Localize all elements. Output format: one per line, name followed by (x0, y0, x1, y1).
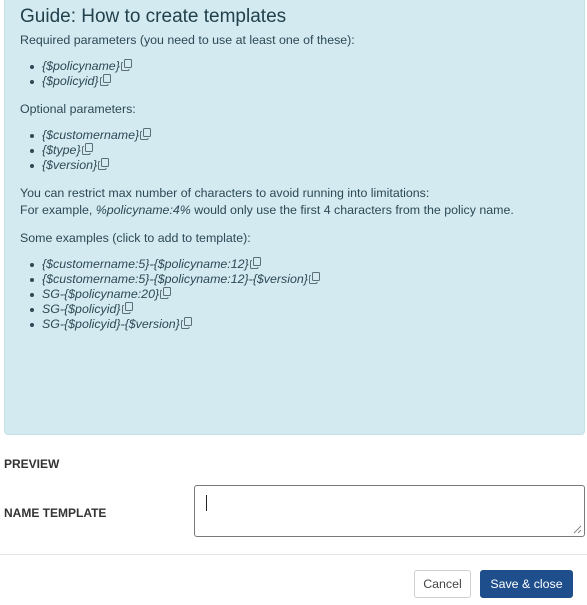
param-text: {$policyname} (42, 59, 120, 73)
restrict-chars-text: You can restrict max number of characters to avoid running into limitations: (20, 186, 430, 200)
save-close-button[interactable]: Save & close (480, 570, 573, 598)
required-params-intro: Required parameters (you need to use at least one of these): (20, 33, 355, 47)
example-text: {$customername:5}-{$policyname:12}-{$version} (42, 272, 308, 286)
list-item[interactable] (42, 158, 569, 173)
example-text: SG-{$policyid} (42, 302, 121, 316)
name-template-input[interactable] (194, 485, 585, 537)
list-item[interactable] (42, 128, 569, 143)
copy-icon[interactable] (181, 317, 192, 329)
example-text: {$customername:5}-{$policyname:12} (42, 257, 249, 271)
example-text: SG-{$policyid}-{$version} (42, 317, 180, 331)
optional-params-intro: Optional parameters: (20, 102, 136, 116)
param-text: {$type} (42, 143, 81, 157)
name-template-label: NAME TEMPLATE (4, 506, 107, 520)
copy-icon[interactable] (250, 257, 261, 269)
optional-params-list (20, 128, 569, 173)
copy-icon[interactable] (122, 302, 133, 314)
preview-label: PREVIEW (4, 457, 60, 471)
copy-icon[interactable] (100, 74, 111, 86)
examples-list (20, 257, 569, 332)
copy-icon[interactable] (160, 287, 171, 299)
list-item[interactable] (42, 59, 569, 74)
resize-grip-icon[interactable] (573, 525, 582, 534)
list-item[interactable] (42, 74, 569, 89)
guide-title: Guide: How to create templates (20, 6, 287, 27)
examples-intro: Some examples (click to add to template): (20, 231, 251, 245)
copy-icon[interactable] (82, 143, 93, 155)
restrict-example-text (20, 202, 569, 219)
copy-icon[interactable] (309, 272, 320, 284)
copy-icon[interactable] (98, 158, 109, 170)
example-item[interactable] (42, 302, 569, 317)
example-text: SG-{$policyname:20} (42, 287, 160, 301)
restrict-example-suffix: would only use the first 4 characters from the policy name. (190, 203, 514, 217)
restrict-example-prefix: For example, (20, 203, 96, 217)
list-item[interactable] (42, 143, 569, 158)
example-item[interactable] (42, 272, 569, 287)
template-guide-panel (4, 0, 585, 435)
example-item[interactable] (42, 257, 569, 272)
footer-divider (0, 554, 587, 555)
restrict-example-code: %policyname:4% (95, 203, 191, 217)
text-caret (206, 495, 207, 511)
copy-icon[interactable] (121, 59, 132, 71)
param-text: {$customername} (42, 128, 140, 142)
param-text: {$policyid} (42, 74, 99, 88)
required-params-list (20, 59, 569, 89)
example-item[interactable] (42, 287, 569, 302)
example-item[interactable] (42, 317, 569, 332)
copy-icon[interactable] (140, 128, 151, 140)
param-text: {$version} (42, 158, 98, 172)
cancel-button[interactable]: Cancel (414, 570, 471, 598)
